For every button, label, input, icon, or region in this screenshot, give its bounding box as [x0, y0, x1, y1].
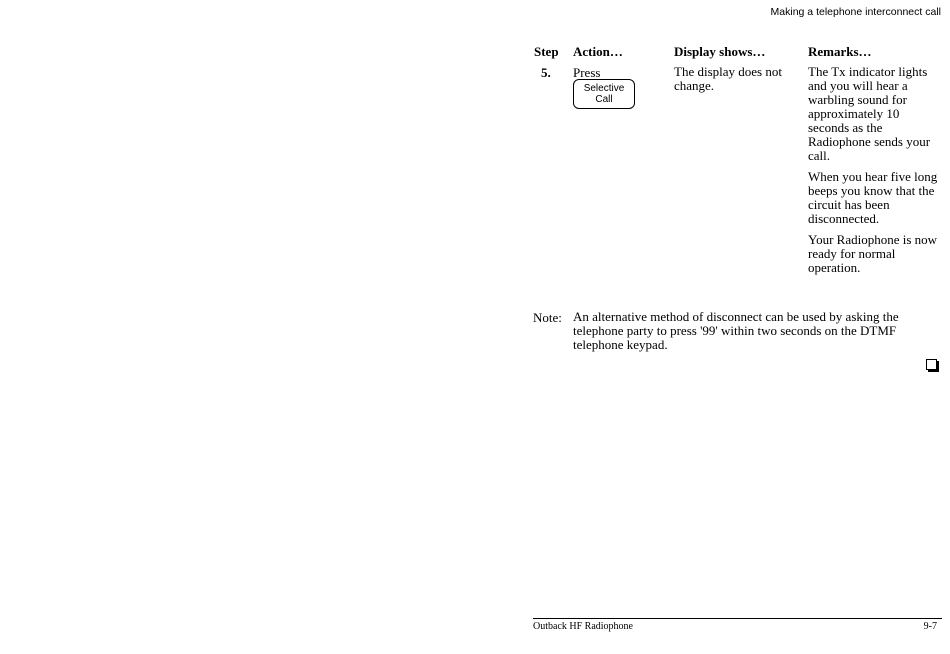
- footer-product-name: Outback HF Radiophone: [533, 621, 633, 632]
- selective-call-key-icon: [573, 79, 635, 109]
- display-shows-text: The display does not change.: [674, 64, 782, 93]
- remark-paragraph: The Tx indicator lights and you will hear a warbling sound for approximately 10 seconds as the Radiophone sends your call.: [808, 64, 931, 163]
- column-header-action: Action…: [573, 44, 623, 59]
- remarks-cell: [808, 65, 942, 282]
- key-label-line1: Selective: [583, 83, 625, 94]
- step-number: 5.: [541, 65, 551, 80]
- note-label: Note:: [533, 310, 562, 325]
- column-header-display: Display shows…: [674, 44, 766, 59]
- column-header-step: Step: [534, 44, 559, 59]
- footer-rule: [533, 618, 942, 619]
- remark-paragraph: When you hear five long beeps you know that the circuit has been disconnected.: [808, 169, 938, 226]
- column-header-remarks: Remarks…: [808, 44, 872, 59]
- note-text: An alternative method of disconnect can be used by asking the telephone party to press '99' within two seconds on the DTMF telephone keypad.: [573, 309, 899, 352]
- end-of-section-icon: [926, 359, 937, 370]
- action-text: Press: [573, 65, 601, 80]
- running-header: Making a telephone interconnect call: [770, 6, 941, 18]
- remark-paragraph: Your Radiophone is now ready for normal operation.: [808, 232, 938, 275]
- page-number: 9-7: [923, 621, 937, 632]
- key-label-line2: Call: [595, 93, 613, 105]
